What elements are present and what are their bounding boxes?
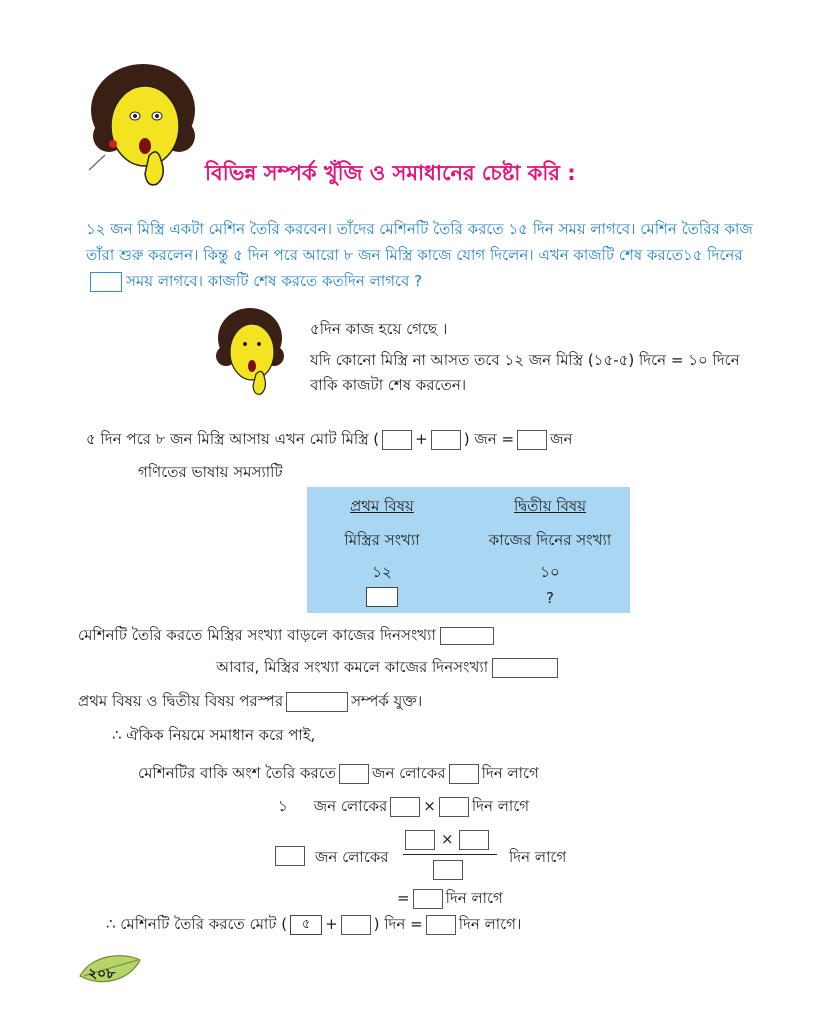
- math-language-label: গণিতের ভাষায় সমস্যাটি: [138, 463, 283, 481]
- decrease-line: [216, 656, 558, 681]
- answer-box[interactable]: [286, 692, 348, 712]
- table-cell-workers: ১২: [372, 563, 392, 581]
- answer-box[interactable]: [431, 430, 461, 450]
- times-sign: ×: [423, 797, 436, 815]
- answer-box[interactable]: [390, 797, 420, 817]
- answer-box[interactable]: [517, 430, 547, 450]
- plus-sign: +: [325, 915, 338, 933]
- relation-table: [307, 487, 630, 613]
- relation-prefix: প্রথম বিষয় ও দ্বিতীয় বিষয় পরস্পর: [78, 692, 284, 710]
- times-sign: ×: [441, 830, 454, 848]
- note-done: ৫দিন কাজ হয়ে গেছে ।: [310, 320, 448, 338]
- one-label: ১: [278, 797, 288, 815]
- answer-box[interactable]: [382, 430, 412, 450]
- plus-sign: +: [415, 430, 428, 448]
- answer-box[interactable]: [449, 764, 479, 784]
- page-number: ২০৮: [88, 966, 116, 982]
- increase-text: মেশিনটি তৈরি করতে মিস্ত্রির সংখ্যা বাড়লে কাজের দিনসংখ্যা: [78, 626, 436, 644]
- one-mid: জন লোকের: [313, 797, 388, 815]
- answer-box[interactable]: [459, 830, 489, 850]
- final-suffix: দিন লাগে।: [458, 915, 522, 933]
- decrease-text: আবার, মিস্ত্রির সংখ্যা কমলে কাজের দিনসংখ্যা: [216, 658, 489, 676]
- problem-text-end: সময় লাগবে। কাজটি শেষ করতে কতদিন লাগবে ?: [126, 272, 423, 290]
- table-subheader-days: কাজের দিনের সংখ্যা: [488, 531, 612, 549]
- unitary-method-line: ∴ ঐকিক নিয়মে সমাধান করে পাই,: [112, 726, 316, 744]
- final-total-line: [106, 913, 521, 938]
- teacher-illustration: [85, 60, 205, 190]
- workers-close: ) জন =: [463, 430, 515, 448]
- table-subheader-workers: মিস্ত্রির সংখ্যা: [344, 531, 420, 549]
- one-person-line: [278, 795, 529, 820]
- answer-box[interactable]: [366, 587, 398, 607]
- rest-prefix: মেশিনটির বাকি অংশ তৈরি করতে: [138, 764, 337, 782]
- relation-line: [78, 690, 422, 715]
- note-explain: যদি কোনো মিস্ত্রি না আসত তবে ১২ জন মিস্ত্রি (১৫-৫) দিনে = ১০ দিনে বাকি কাজটা শেষ করতেন।: [310, 351, 740, 394]
- fraction-line: [275, 830, 595, 890]
- answer-box[interactable]: [405, 830, 435, 850]
- answer-box[interactable]: [413, 889, 443, 909]
- final-prefix: ∴ মেশিনটি তৈরি করতে মোট (: [106, 915, 288, 933]
- answer-box[interactable]: [440, 627, 494, 645]
- page-number-leaf: [78, 950, 142, 990]
- problem-statement: [86, 216, 766, 294]
- equals-line: [397, 887, 503, 912]
- increase-line: [78, 624, 494, 649]
- fraction-suffix: দিন লাগে: [509, 848, 567, 866]
- remaining-work-line: [138, 762, 539, 787]
- relation-suffix: সম্পর্ক যুক্ত।: [351, 692, 423, 710]
- problem-text: ১২ জন মিস্ত্রি একটা মেশিন তৈরি করবেন। তাঁদের মেশিনটি তৈরি করতে ১৫ দিন সময় লাগবে। মেশিন তৈরির কাজ তাঁরা শুরু করলেন। কিন্তু ৫ দিন পরে আরো ৮ জন মিস্ত্রি কাজে যোগ দিলেন। এখন কাজটি শেষ করতে১৫ দিনের: [86, 220, 753, 264]
- answer-box[interactable]: [90, 272, 122, 292]
- answer-box[interactable]: [426, 915, 456, 935]
- teacher-illustration-small: [212, 304, 292, 400]
- rest-mid: জন লোকের: [372, 764, 446, 782]
- table-header-first: প্রথম বিষয়: [350, 497, 414, 515]
- table-header-second: দ্বিতীয় বিষয়: [513, 497, 587, 515]
- table-cell-days-unknown: ?: [546, 589, 554, 607]
- table-cell-days: ১০: [540, 563, 560, 581]
- given-value-box: ৫: [290, 915, 322, 935]
- answer-box[interactable]: [275, 846, 305, 866]
- rest-suffix: দিন লাগে: [481, 764, 539, 782]
- final-close: ) দিন =: [373, 915, 423, 933]
- answer-box[interactable]: [339, 764, 369, 784]
- workers-unit: জন: [550, 430, 573, 448]
- workers-prefix: ৫ দিন পরে ৮ জন মিস্ত্রি আসায় এখন মোট মিস্ত্রি (: [86, 430, 380, 448]
- answer-box[interactable]: [341, 915, 371, 935]
- equals-sign: =: [397, 889, 410, 907]
- workers-total-line: [86, 428, 572, 453]
- answer-box[interactable]: [433, 860, 463, 880]
- page-title: বিভিন্ন সম্পর্ক খুঁজি ও সমাধানের চেষ্টা করি :: [205, 161, 576, 185]
- one-suffix: দিন লাগে: [471, 797, 530, 815]
- answer-box[interactable]: [492, 658, 558, 678]
- fraction-mid: জন লোকের: [315, 848, 389, 866]
- fraction-bar: [403, 854, 497, 855]
- answer-box[interactable]: [439, 797, 469, 817]
- equals-suffix: দিন লাগে: [445, 889, 503, 907]
- table-cell-workers-blank: [307, 587, 457, 607]
